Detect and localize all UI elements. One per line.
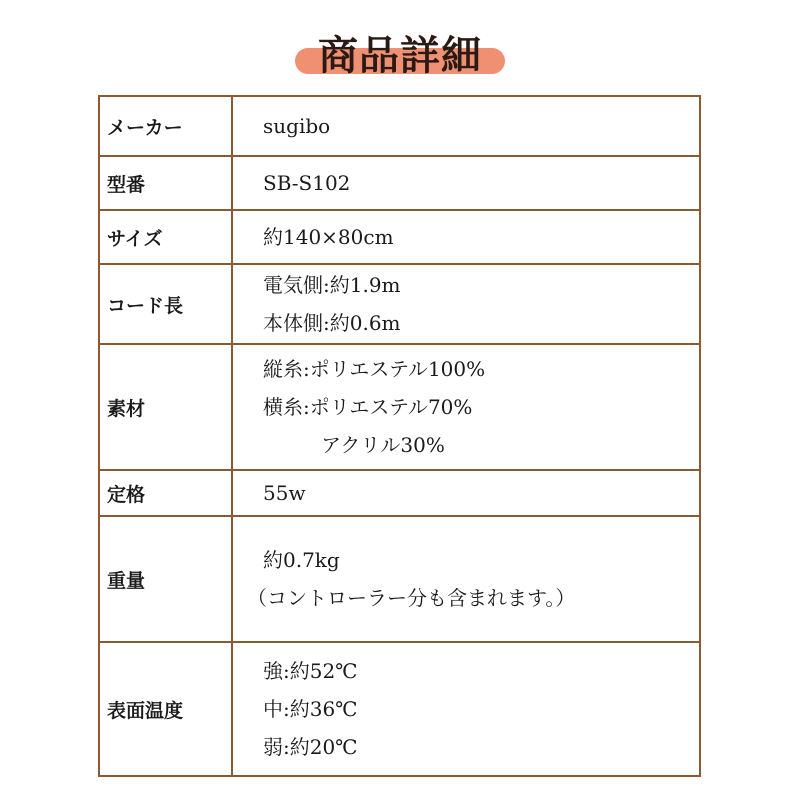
spec-value-line: アクリル30%: [321, 433, 445, 457]
spec-value-line: 縦糸:ポリエステル100%: [263, 357, 486, 381]
spec-value-line: 中:約36℃: [263, 697, 358, 721]
spec-value-line: 電気側:約1.9m: [263, 273, 401, 297]
spec-value: [232, 344, 700, 470]
spec-value-line: SB-S102: [263, 171, 351, 195]
spec-row-weight: [99, 516, 700, 642]
spec-row-rating: [99, 470, 700, 516]
spec-value-line: 強:約52℃: [263, 659, 358, 683]
title-area: [0, 22, 800, 82]
spec-value: [232, 264, 700, 344]
spec-row-model: [99, 156, 700, 210]
spec-label: 素材: [99, 344, 232, 470]
spec-row-maker: [99, 96, 700, 156]
spec-label: サイズ: [99, 210, 232, 264]
spec-value: [232, 642, 700, 776]
spec-value: [232, 156, 700, 210]
spec-value-line: 約140×80cm: [263, 225, 394, 249]
spec-label: コード長: [99, 264, 232, 344]
spec-value: [232, 470, 700, 516]
spec-label: 表面温度: [99, 642, 232, 776]
spec-row-cord-length: [99, 264, 700, 344]
spec-label: メーカー: [99, 96, 232, 156]
spec-value-line: sugibo: [263, 114, 331, 138]
spec-label: 型番: [99, 156, 232, 210]
spec-value-line: 約0.7kg: [263, 548, 340, 572]
spec-value-line: 横糸:ポリエステル70%: [263, 395, 473, 419]
page-title: 商品詳細: [318, 32, 482, 79]
spec-value: [232, 516, 700, 642]
spec-row-size: [99, 210, 700, 264]
spec-value-line: 本体側:約0.6m: [263, 311, 401, 335]
spec-value: [232, 96, 700, 156]
spec-label: 重量: [99, 516, 232, 642]
spec-value-line: 55w: [263, 481, 306, 505]
spec-value: [232, 210, 700, 264]
spec-value-line: （コントローラー分も含まれます。）: [247, 586, 576, 610]
spec-row-material: [99, 344, 700, 470]
spec-row-surface-temperature: [99, 642, 700, 776]
spec-label: 定格: [99, 470, 232, 516]
spec-table: [98, 95, 701, 777]
spec-value-line: 弱:約20℃: [263, 735, 358, 759]
